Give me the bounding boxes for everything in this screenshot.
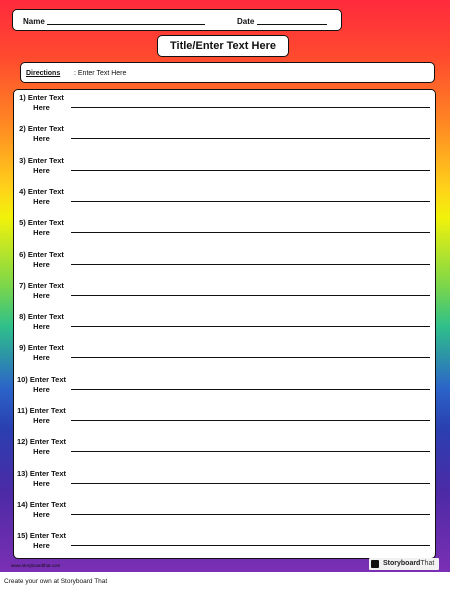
question-label-12: 12) Enter Text Here	[16, 437, 67, 457]
question-label-15: 15) Enter Text Here	[16, 531, 67, 551]
answer-line-15[interactable]	[71, 545, 430, 546]
answer-line-4[interactable]	[71, 201, 430, 202]
answer-line-6[interactable]	[71, 264, 430, 265]
answer-line-11[interactable]	[71, 420, 430, 421]
page-title: Title/Enter Text Here	[170, 40, 276, 52]
answer-line-10[interactable]	[71, 389, 430, 390]
credit-text: Create your own at Storyboard That	[4, 578, 108, 585]
directions-box	[20, 62, 435, 83]
question-label-4: 4) Enter Text Here	[19, 186, 64, 206]
date-label: Date	[237, 17, 255, 26]
directions-text: : Enter Text Here	[74, 70, 127, 77]
question-label-7: 7) Enter Text Here	[19, 280, 64, 300]
question-label-9: 9) Enter Text Here	[19, 343, 64, 363]
logo-brand: Storyboard	[383, 560, 421, 567]
answer-line-5[interactable]	[71, 232, 430, 233]
title-box	[157, 35, 289, 57]
name-label: Name	[23, 17, 45, 26]
storyboard-logo	[369, 558, 439, 570]
question-label-13: 13) Enter Text Here	[16, 468, 67, 488]
question-label-6: 6) Enter Text Here	[19, 249, 64, 269]
answer-line-1[interactable]	[71, 107, 430, 108]
logo-suffix: That	[420, 560, 435, 567]
question-label-14: 14) Enter Text Here	[16, 499, 67, 519]
questions-box	[13, 89, 436, 559]
storyboard-logo-icon	[371, 560, 379, 568]
date-line[interactable]	[257, 24, 327, 25]
directions-label: Directions	[26, 70, 61, 77]
question-label-1: 1) Enter Text Here	[19, 93, 64, 112]
footer-url: www.storyboardthat.com	[11, 563, 61, 568]
answer-line-14[interactable]	[71, 514, 430, 515]
answer-line-7[interactable]	[71, 295, 430, 296]
question-label-3: 3) Enter Text Here	[19, 155, 64, 175]
answer-line-12[interactable]	[71, 451, 430, 452]
name-line[interactable]	[47, 24, 205, 25]
answer-line-13[interactable]	[71, 483, 430, 484]
name-date-box	[12, 9, 342, 31]
question-label-10: 10) Enter Text Here	[16, 374, 67, 394]
answer-line-8[interactable]	[71, 326, 430, 327]
answer-line-9[interactable]	[71, 357, 430, 358]
answer-line-2[interactable]	[71, 138, 430, 139]
answer-line-3[interactable]	[71, 170, 430, 171]
question-label-11: 11) Enter Text Here	[17, 406, 66, 425]
question-label-5: 5) Enter Text Here	[19, 218, 64, 238]
question-label-8: 8) Enter Text Here	[19, 312, 64, 332]
question-label-2: 2) Enter Text Here	[19, 124, 64, 144]
